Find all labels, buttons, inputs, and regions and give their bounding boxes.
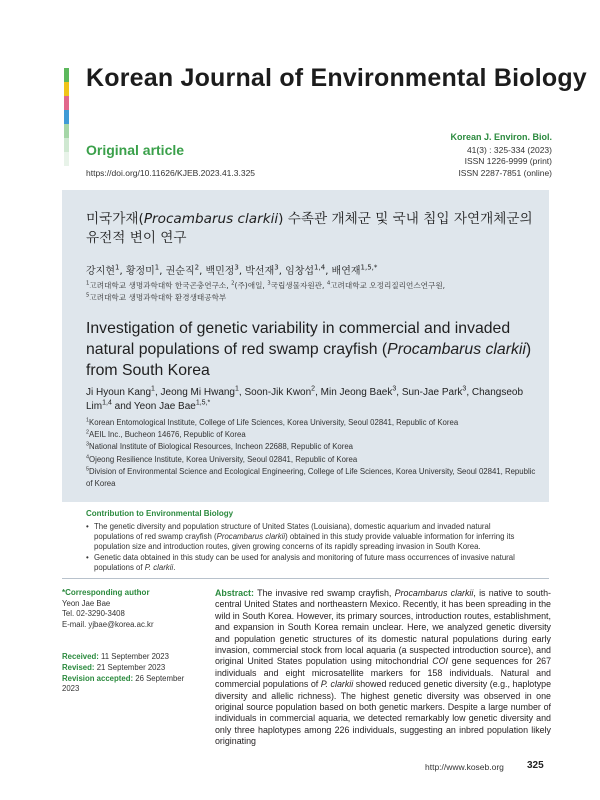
color-bar-segment <box>64 96 69 110</box>
received-date: Received: 11 September 2023 <box>62 652 169 662</box>
contribution-item: • The genetic diversity and population structure of United States (Louisiana), domestic aquarium and invaded natural populations of red swamp crayfish (Procambarus clarkii) obtained in this study provide valuable information for inferring its population size and introduction routes, given growing concerns of its rapidly spreading invasion in South Korea. <box>86 522 526 552</box>
author: 배연재$^{1,5,*}$ <box>331 263 378 277</box>
correspondence-sidebar <box>62 588 202 695</box>
author: Jeong Mi Hwang$^1$ <box>160 385 239 398</box>
author: 강지현$^1$ <box>86 263 120 277</box>
page-number: 325 <box>527 760 544 771</box>
author: 백민정$^3$ <box>205 263 239 277</box>
author: 박선재$^3$ <box>245 263 279 277</box>
english-authors: Ji Hyoun Kang$^1$, Jeong Mi Hwang$^1$, Soon-Jik Kwon$^2$, Min Jeong Baek$^3$, Sun-Jae Park$^3$, Changseob Lim$^{1,4}$ and Yeon Jae Bae$^{1,5,*}$ <box>86 385 524 412</box>
affiliation: $^3$National Institute of Biological Resources, Incheon 22688, Republic of Korea <box>86 441 354 452</box>
author: Ji Hyoun Kang$^1$ <box>86 385 155 398</box>
english-affiliations <box>86 417 536 490</box>
author: Soon-Jik Kwon$^2$ <box>244 385 316 398</box>
article-dates <box>62 652 202 694</box>
accepted-date: Revision accepted: 26 September 2023 <box>62 673 185 694</box>
color-bar-segment <box>64 68 69 82</box>
affiliation: $^4$고려대학교 오정리질리언스연구원, <box>326 280 446 290</box>
journal-color-bar <box>64 68 69 166</box>
affiliation: $^5$Division of Environmental Science and Ecological Engineering, College of Life Sciences, Korea University, Seoul 02841, Republic of Korea <box>86 466 536 489</box>
affiliation: $^4$Ojeong Resilience Institute, Korea University, Seoul 02841, Republic of Korea <box>86 454 358 464</box>
author: 황정미$^1$ <box>125 263 160 277</box>
color-bar-segment <box>64 82 69 96</box>
affiliation: $^1$Korean Entomological Institute, College of Life Sciences, Korea University, Seoul 02841, Republic of Korea <box>86 417 459 427</box>
author: 권순직$^2$ <box>165 263 200 277</box>
author: Sun-Jae Park$^3$ <box>401 385 467 398</box>
color-bar-segment <box>64 110 69 124</box>
section-divider <box>62 578 549 579</box>
doi-link[interactable]: https://doi.org/10.11626/KJEB.2023.41.3.325 <box>86 168 256 178</box>
color-bar-segment <box>64 152 69 166</box>
affiliation: $^3$국립생물자원관, <box>267 280 327 290</box>
corresponding-author-tel: Tel. 02-3290-3408 <box>62 609 125 619</box>
korean-title: 미국가재(Procambarus clarkii) 수족관 개체군 및 국내 침입 자연개체군의 유전적 변이 연구 <box>86 211 533 246</box>
corresponding-author-name: Yeon Jae Bae <box>62 598 111 608</box>
corresponding-author-heading: *Corresponding author <box>62 588 150 597</box>
color-bar-segment <box>64 138 69 152</box>
journal-abbreviation: Korean J. Environ. Biol. <box>450 132 552 142</box>
revised-date: Revised: 21 September 2023 <box>62 662 166 672</box>
author: 임창섭$^{1,4}$ <box>285 263 326 277</box>
contribution-section <box>86 509 526 574</box>
author: Min Jeong Baek$^3$ <box>320 385 397 398</box>
footer-url[interactable]: http://www.koseb.org <box>425 762 504 772</box>
abstract-heading: Abstract: <box>215 588 254 598</box>
article-type: Original article <box>86 142 185 158</box>
volume-pages: 41(3) : 325-334 (2023) <box>466 144 552 155</box>
korean-affiliations <box>86 280 536 304</box>
affiliation: $^5$고려대학교 생명과학대학 환경생태공학부 <box>86 292 227 302</box>
author: Changseob Lim$^{1,4}$ <box>86 387 524 412</box>
issn-online: ISSN 2287-7851 (online) <box>458 167 552 178</box>
affiliation: $^2$(주)애일, <box>231 280 268 290</box>
contribution-heading: Contribution to Environmental Biology <box>86 509 234 518</box>
journal-title: Korean Journal of Environmental Biology <box>86 64 587 92</box>
contribution-item: • Genetic data obtained in this study can be used for analysis and monitoring of future mass occurrences of invasive natural populations of P. clarkii. <box>86 553 526 573</box>
corresponding-author-email[interactable]: E-mail. yjbae@korea.ac.kr <box>62 619 154 629</box>
abstract: Abstract: The invasive red swamp crayfish, Procambarus clarkii, is native to south-central United States and northeastern Mexico. Recently, it has been spreading in the wild in South Korea. However, its primary sources, introduction routes, establishment, and expansion in South Korea remain unclear. Here, we analyzed genetic diversity and population genetic structures of its domestic natural populations during early invasion, commercial stock from local aquaria (a suspected introduction source), and original United States population using mitochondrial COI gene sequences for 267 individuals and eight microsatellite markers for 158 individuals. Natural and commercial populations of P. clarkii showed reduced genetic diversity (e.g., haplotype diversity and allelic richness). The highest genetic diversity was observed in one original source population based on both genetic markers. Despite a large number of individuals in commercial aquaria, we detected remarkably low genetic diversity and only three haplotypes among 226 individuals, suggesting an inbred population likely originating <box>215 588 552 747</box>
issn-print: ISSN 1226-9999 (print) <box>464 156 552 166</box>
english-title: Investigation of genetic variability in commercial and invaded natural populations of red swamp crayfish (Procambarus clarkii) from South Korea <box>86 320 532 379</box>
affiliation: $^1$고려대학교 생명과학대학 한국곤충연구소, <box>86 280 232 290</box>
affiliation: $^2$AEIL Inc., Bucheon 14676, Republic of Korea <box>86 429 246 440</box>
citation-block <box>450 132 552 179</box>
color-bar-segment <box>64 124 69 138</box>
author: Yeon Jae Bae$^{1,5,*}$ <box>133 399 211 412</box>
korean-authors: 강지현$^1$, 황정미$^1$, 권순직$^2$, 백민정$^3$, 박선재$^3$, 임창섭$^{1,4}$, 배연재$^{1,5,*}$ <box>86 263 378 277</box>
